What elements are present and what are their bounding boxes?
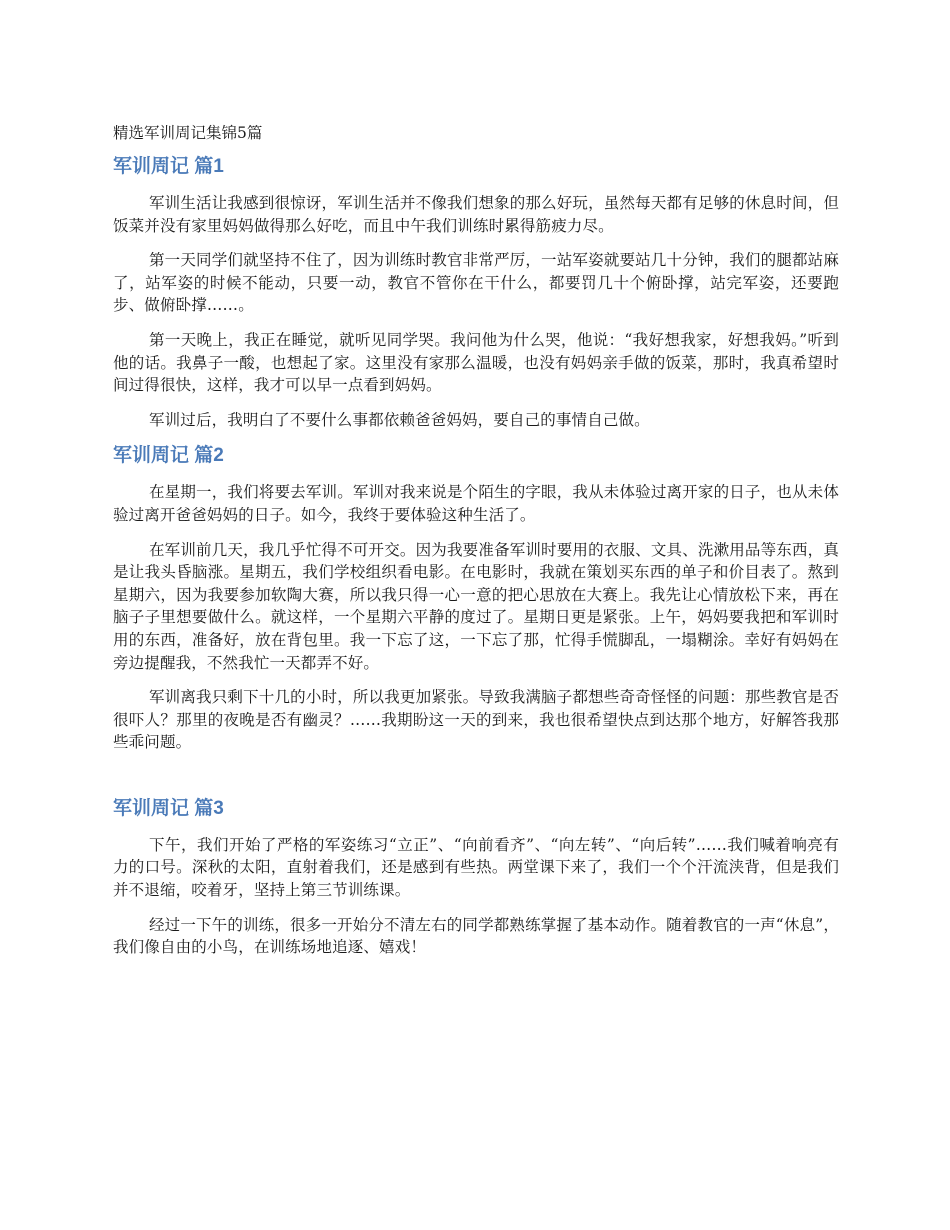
document-title: 精选军训周记集锦5篇 (113, 124, 263, 142)
paragraph: 在星期一，我们将要去军训。军训对我来说是个陌生的字眼，我从未体验过离开家的日子，也从未体验过离开爸爸妈妈的日子。如今，我终于要体验这种生活了。 (113, 483, 839, 524)
section-heading: 军训周记 篇1 (113, 156, 224, 177)
section-heading: 军训周记 篇3 (113, 797, 224, 819)
paragraph: 下午，我们开始了严格的军姿练习“立正”、“向前看齐”、“向左转”、“向后转”……我们喊着响亮有力的口号。深秋的太阳，直射着我们，还是感到有些热。两堂课下来了，我们一个个汗流浃背，但是我们并不退缩，咬着牙，坚持上第三节训练课。 (113, 835, 839, 900)
paragraph: 第一天同学们就坚持不住了，因为训练时教官非常严厉，一站军姿就要站几十分钟，我们的腿都站麻了，站军姿的时候不能动，只要一动，教官不管你在干什么，都要罚几十个俯卧撑，站完军姿，还要跑步、做俯卧撑……。 (113, 251, 839, 315)
paragraph: 在军训前几天，我几乎忙得不可开交。因为我要准备军训时要用的衣服、文具、洗漱用品等东西，真是让我头昏脑涨。星期五，我们学校组织看电影。在电影时，我就在策划买东西的单子和价目表了。熬到星期六，因为我要参加软陶大赛，所以我只得一心一意的把心思放在大赛上。我先让心情放松下来，再在脑子子里想要做什么。就这样，一个星期六平静的度过了。星期日更是紧张。上午，妈妈要我把和军训时用的东西，准备好，放在背包里。我一下忘了这，一下忘了那，忙得手慌脚乱，一塌糊涂。幸好有妈妈在旁边提醒我，不然我忙一天都弄不好。 (113, 540, 839, 672)
paragraph: 经过一下午的训练，很多一开始分不清左右的同学都熟练掌握了基本动作。随着教官的一声“休息”，我们像自由的小鸟，在训练场地追逐、嬉戏！ (113, 915, 839, 957)
paragraph: 军训生活让我感到很惊讶，军训生活并不像我们想象的那么好玩，虽然每天都有足够的休息时间，但饭菜并没有家里妈妈做得那么好吃，而且中午我们训练时累得筋疲力尽。 (113, 194, 839, 235)
paragraph: 军训过后，我明白了不要什么事都依赖爸爸妈妈，要自己的事情自己做。 (149, 410, 650, 429)
section-heading: 军训周记 篇2 (113, 445, 224, 467)
section-1 (113, 154, 839, 431)
section-2 (113, 443, 839, 754)
paragraph: 第一天晚上，我正在睡觉，就听见同学哭。我问他为什么哭，他说：“我好想我家，好想我妈。”听到他的话。我鼻子一酸，也想起了家。这里没有家那么温暖，也没有妈妈亲手做的饭菜，那时，我真希望时间过得很快，这样，我才可以早一点看到妈妈。 (113, 330, 839, 395)
section-3 (113, 796, 839, 959)
document-page (113, 122, 839, 971)
paragraph: 军训离我只剩下十几的小时，所以我更加紧张。导致我满脑子都想些奇奇怪怪的问题：那些教官是否很吓人？那里的夜晚是否有幽灵？……我期盼这一天的到来，我也很希望快点到达那个地方，好解答我那些乖问题。 (113, 688, 839, 752)
